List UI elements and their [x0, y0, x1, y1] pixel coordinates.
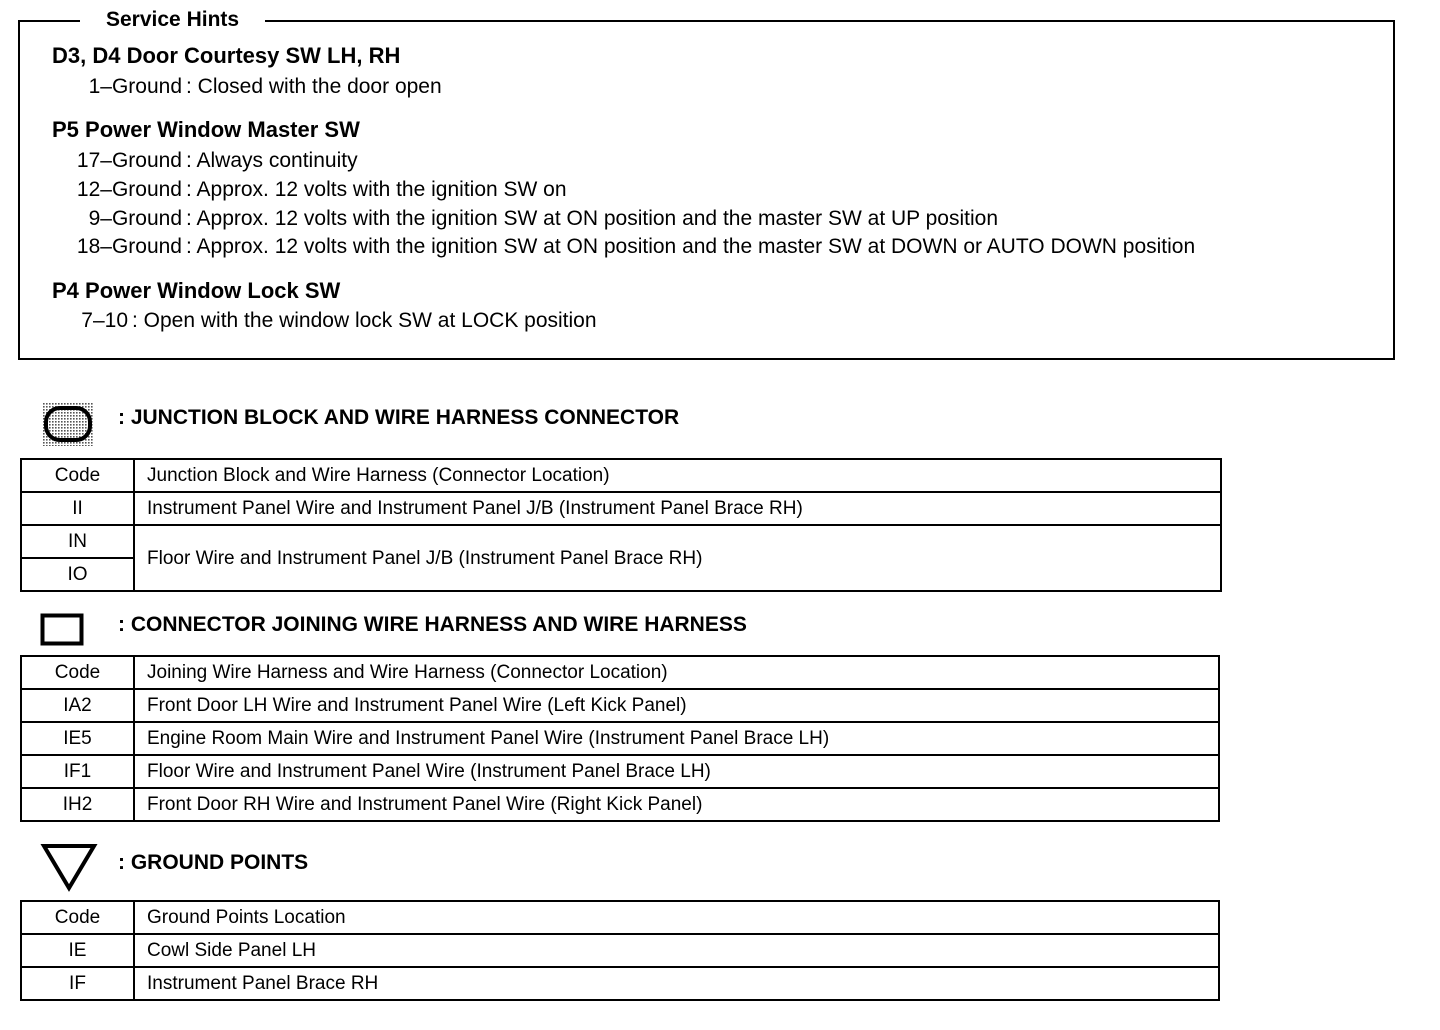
code-cell: II [21, 492, 134, 525]
hint-line [52, 206, 998, 232]
table-header-row [21, 656, 1219, 689]
location-cell: Floor Wire and Instrument Panel Wire (Instrument Panel Brace LH) [134, 755, 1219, 788]
table-row [21, 525, 1221, 558]
junction-section-heading: : JUNCTION BLOCK AND WIRE HARNESS CONNECTOR [118, 406, 680, 429]
hint-term: 12–Ground [76, 178, 182, 201]
table-header-row [21, 459, 1221, 492]
location-cell: Instrument Panel Wire and Instrument Panel J/B (Instrument Panel Brace RH) [134, 492, 1221, 525]
location-cell: Front Door LH Wire and Instrument Panel Wire (Left Kick Panel) [134, 689, 1219, 722]
junction-table [20, 458, 1222, 592]
location-cell: Floor Wire and Instrument Panel J/B (Instrument Panel Brace RH) [134, 525, 1221, 591]
location-cell: Engine Room Main Wire and Instrument Panel Wire (Instrument Panel Brace LH) [134, 722, 1219, 755]
code-header: Code [21, 901, 134, 934]
hint-heading-master-sw: P5 Power Window Master SW [52, 117, 360, 142]
hint-text: : Approx. 12 volts with the ignition SW on [186, 178, 567, 201]
code-cell: IH2 [21, 788, 134, 821]
table-header-row [21, 901, 1219, 934]
hint-text: : Closed with the door open [186, 75, 442, 98]
code-cell: IF1 [21, 755, 134, 788]
hint-line [52, 234, 1195, 260]
code-cell: IN [21, 525, 134, 558]
table-row [21, 689, 1219, 722]
hint-heading-lock-sw: P4 Power Window Lock SW [52, 278, 341, 303]
ground-table [20, 900, 1220, 1001]
ground-section-heading: : GROUND POINTS [118, 851, 309, 874]
hint-term: 18–Ground [76, 235, 182, 258]
location-cell: Front Door RH Wire and Instrument Panel Wire (Right Kick Panel) [134, 788, 1219, 821]
hint-text: : Always continuity [186, 149, 358, 172]
code-cell: IO [21, 558, 134, 591]
table-row [21, 967, 1219, 1000]
connector-table [20, 655, 1220, 822]
ground-triangle-icon [40, 842, 98, 892]
table-row [21, 788, 1219, 821]
table-row [21, 755, 1219, 788]
code-header: Code [21, 459, 134, 492]
hint-text: : Approx. 12 volts with the ignition SW at ON position and the master SW at UP position [186, 207, 999, 230]
location-cell: Instrument Panel Brace RH [134, 967, 1219, 1000]
hint-line [52, 308, 597, 334]
table-row [21, 492, 1221, 525]
location-header: Joining Wire Harness and Wire Harness (Connector Location) [134, 656, 1219, 689]
connector-square-icon [40, 612, 86, 648]
hint-line [52, 74, 442, 100]
code-cell: IE5 [21, 722, 134, 755]
code-cell: IA2 [21, 689, 134, 722]
service-hints-title: Service Hints [80, 7, 265, 33]
code-header: Code [21, 656, 134, 689]
code-cell: IF [21, 967, 134, 1000]
location-header: Ground Points Location [134, 901, 1219, 934]
table-row [21, 934, 1219, 967]
hint-line [52, 177, 567, 203]
table-row [21, 722, 1219, 755]
hint-term: 7–10 [81, 309, 128, 332]
hint-term: 1–Ground [88, 75, 182, 98]
hint-line [52, 148, 358, 174]
hint-heading-door-courtesy: D3, D4 Door Courtesy SW LH, RH [52, 43, 401, 68]
hint-term: 9–Ground [88, 207, 182, 230]
code-cell: IE [21, 934, 134, 967]
hint-term: 17–Ground [76, 149, 182, 172]
hint-text: : Open with the window lock SW at LOCK position [132, 309, 597, 332]
location-cell: Cowl Side Panel LH [134, 934, 1219, 967]
location-header: Junction Block and Wire Harness (Connector Location) [134, 459, 1221, 492]
hint-text: : Approx. 12 volts with the ignition SW at ON position and the master SW at DOWN or AUTO DOWN position [186, 235, 1196, 258]
connector-section-heading: : CONNECTOR JOINING WIRE HARNESS AND WIRE HARNESS [118, 613, 747, 636]
junction-block-icon [40, 400, 96, 448]
